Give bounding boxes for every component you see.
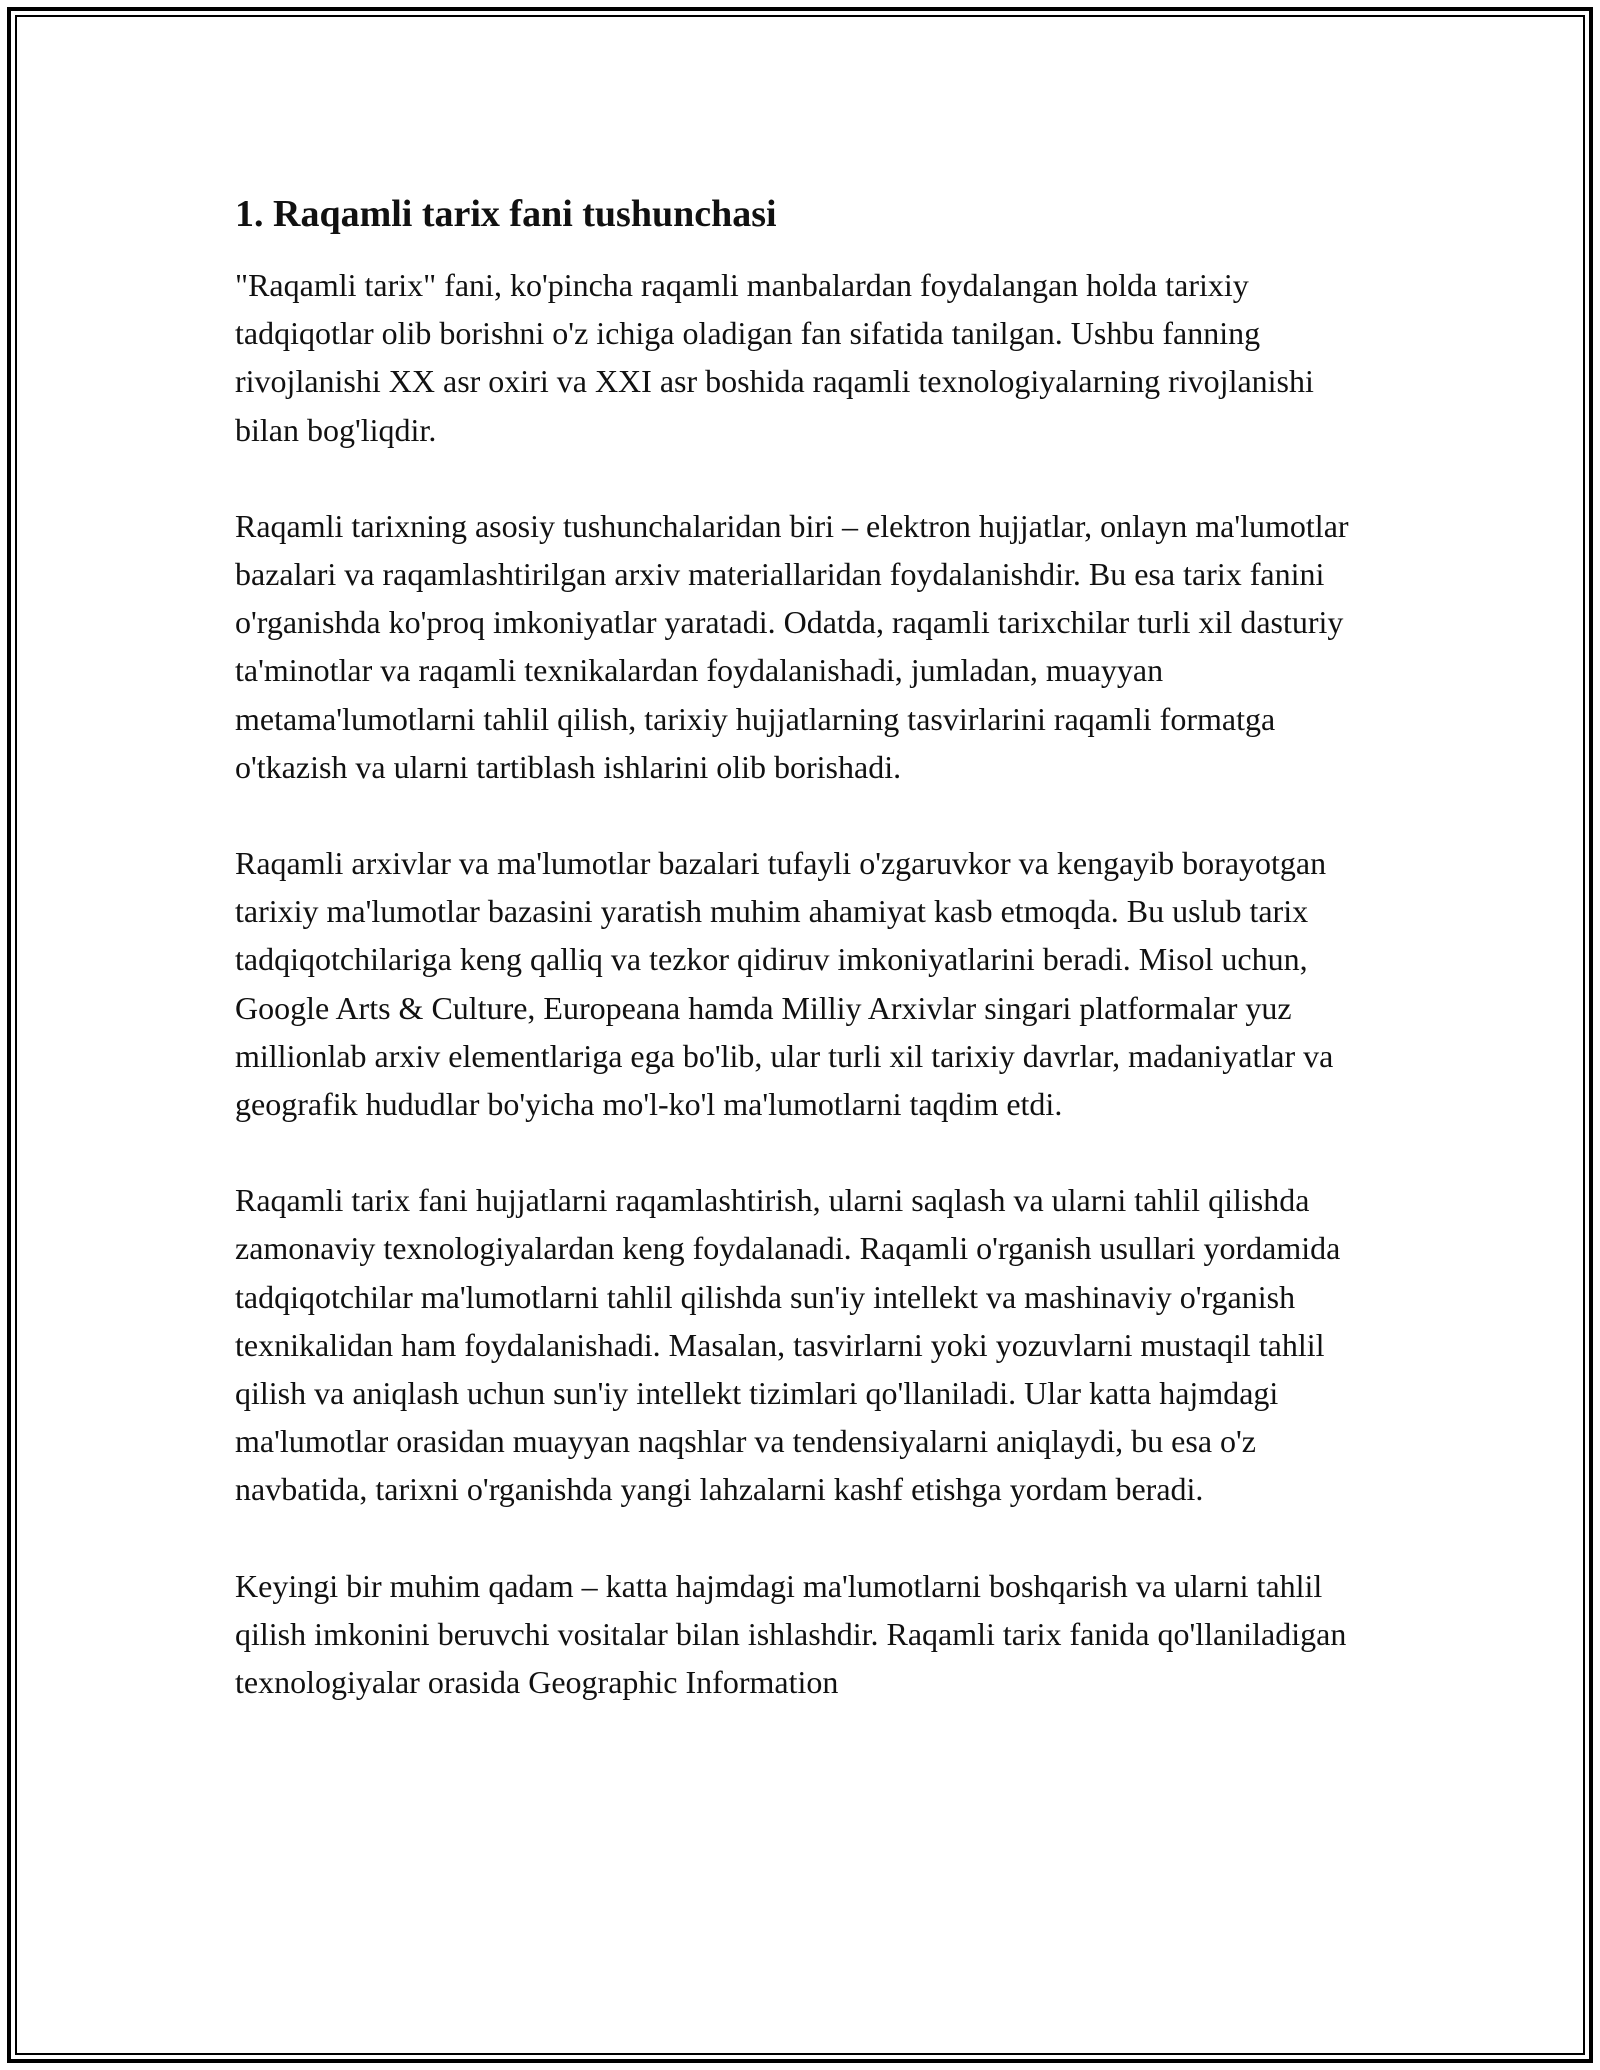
- document-body: [235, 185, 1385, 1754]
- paragraph-3: Raqamli arxivlar va ma'lumotlar bazalari tufayli o'zgaruvkor va kengayib borayotgan tarixiy ma'lumotlar bazasini yaratish muhim ahamiyat kasb etmoqda. Bu uslub tarix tadqiqotchilariga keng qalliq va tezkor qidiruv imkoniyatlarini beradi. Misol uchun, Google Arts & Culture, Europeana hamda Milliy Arxivlar singari platformalar yuz millionlab arxiv elementlariga ega bo'lib, ular turli xil tarixiy davrlar, madaniyatlar va geografik hududlar bo'yicha mo'l-ko'l ma'lumotlarni taqdim etdi.: [235, 845, 1334, 1123]
- section-heading: 1. Raqamli tarix fani tushunchasi: [235, 193, 777, 235]
- paragraph-5: Keyingi bir muhim qadam – katta hajmdagi ma'lumotlarni boshqarish va ularni tahlil qilish imkonini beruvchi vositalar bilan ishlashdir. Raqamli tarix fanida qo'llaniladigan texnologiyalar orasida Geographic Information: [235, 1567, 1347, 1701]
- paragraph-2: Raqamli tarixning asosiy tushunchalaridan biri – elektron hujjatlar, onlayn ma'lumotlar bazalari va raqamlashtirilgan arxiv materiallaridan foydalanishdir. Bu esa tarix fanini o'rganishda ko'proq imkoniyatlar yaratadi. Odatda, raqamli tarixchilar turli xil dasturiy ta'minotlar va raqamli texnikalardan foydalanishadi, jumladan, muayyan metama'lumotlarni tahlil qilish, tarixiy hujjatlarning tasvirlarini raqamli formatga o'tkazish va ularni tartiblash ishlarini olib borishadi.: [235, 507, 1349, 785]
- paragraph-1: "Raqamli tarix" fani, ko'pincha raqamli manbalardan foydalangan holda tarixiy tadqiqotlar olib borishni o'z ichiga oladigan fan sifatida tanilgan. Ushbu fanning rivojlanishi XX asr oxiri va XXI asr boshida raqamli texnologiyalarning rivojlanishi bilan bog'liqdir.: [235, 267, 1314, 448]
- paragraph-4: Raqamli tarix fani hujjatlarni raqamlashtirish, ularni saqlash va ularni tahlil qilishda zamonaviy texnologiyalardan keng foydalanadi. Raqamli o'rganish usullari yordamida tadqiqotchilar ma'lumotlarni tahlil qilishda sun'iy intellekt va mashinaviy o'rganish texnikalidan ham foydalanishadi. Masalan, tasvirlarni yoki yozuvlarni mustaqil tahlil qilish va aniqlash uchun sun'iy intellekt tizimlari qo'llaniladi. Ular katta hajmdagi ma'lumotlar orasidan muayyan naqshlar va tendensiyalarni aniqlaydi, bu esa o'z navbatida, tarixni o'rganishda yangi lahzalarni kashf etishga yordam beradi.: [235, 1182, 1341, 1508]
